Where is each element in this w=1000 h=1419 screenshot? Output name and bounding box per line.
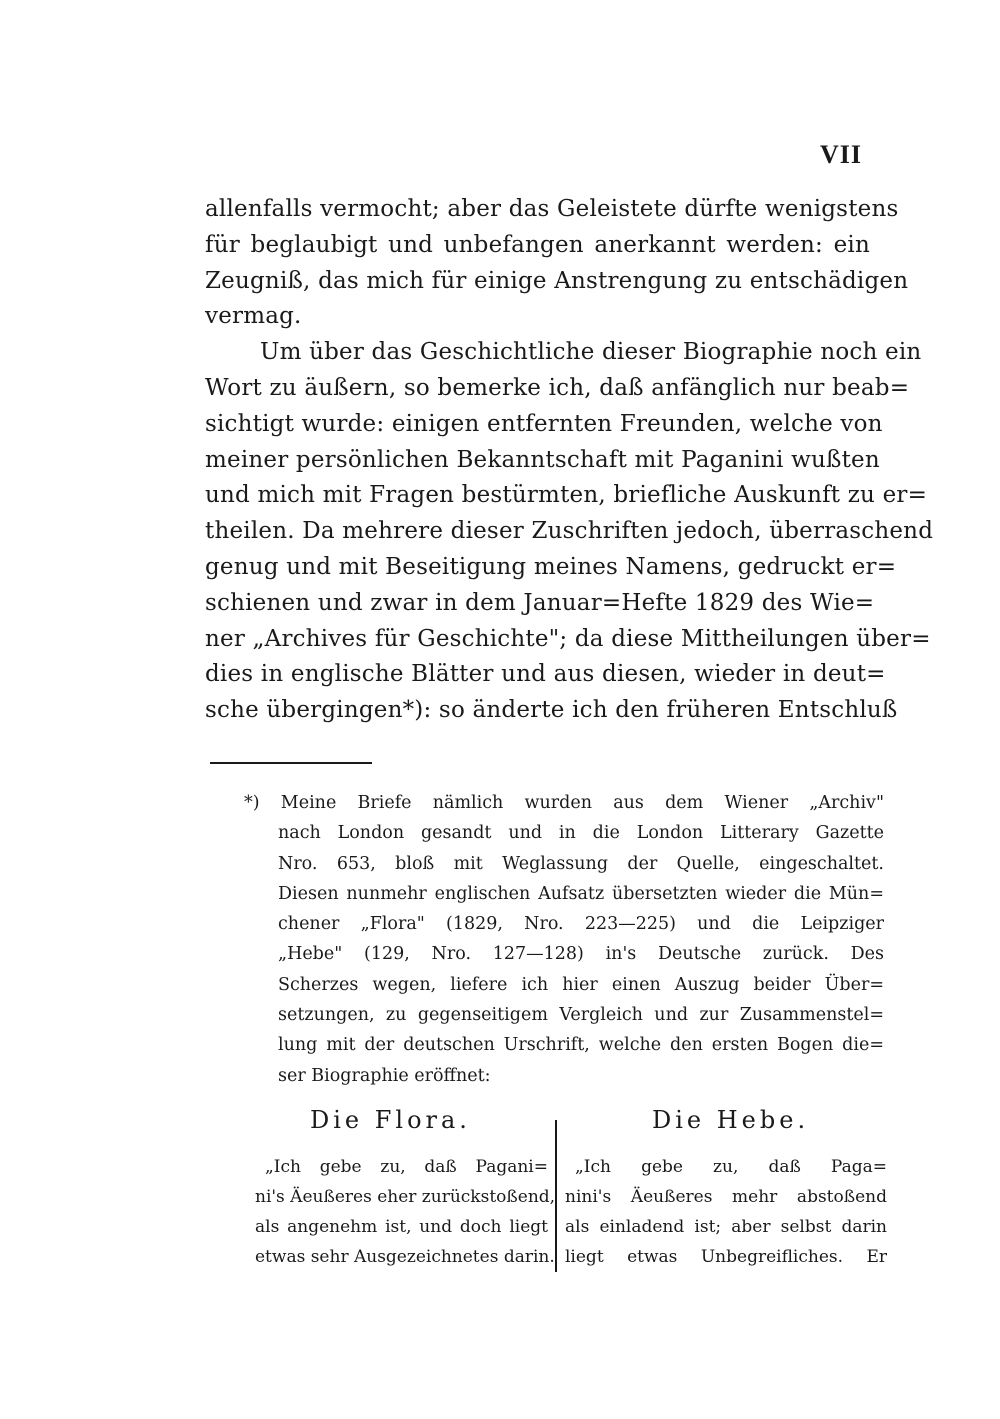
footnote	[244, 788, 884, 1091]
text-line: allenfalls vermocht; aber das Geleistete dürfte wenigstens	[205, 196, 899, 222]
column-line: etwas sehr Ausgezeichnetes darin.	[255, 1247, 555, 1267]
text-line: dies in englische Blätter und aus diesen, wieder in deut=	[205, 661, 886, 688]
text-line: Zeugniß, das mich für einige Anstrengung zu entschädigen	[205, 267, 909, 294]
footnote-line: Diesen nunmehr englischen Aufsatz übersetzten wieder die Mün=	[278, 883, 884, 904]
text-line: Wort zu äußern, so bemerke ich, daß anfänglich nur beab=	[205, 374, 910, 401]
footnote-line: ser Biographie eröffnet:	[278, 1065, 491, 1086]
main-text	[205, 192, 934, 729]
text-line: meiner persönlichen Bekanntschaft mit Paganini wußten	[205, 446, 880, 473]
footnote-line: Scherzes wegen, liefere ich hier einen Auszug beider Über=	[278, 974, 884, 995]
page-number: VII	[820, 140, 863, 169]
column-line: als einladend ist; aber selbst darin	[565, 1217, 887, 1237]
column-line: als angenehm ist, und doch liegt	[255, 1217, 548, 1237]
column-line: liegt etwas Unbegreifliches. Er	[565, 1247, 887, 1267]
column-heading-hebe: Die Hebe.	[652, 1106, 810, 1134]
column-line: „Ich gebe zu, daß Pagani=	[265, 1157, 548, 1177]
text-line: genug und mit Beseitigung meines Namens, gedruckt er=	[205, 553, 897, 580]
text-line: für beglaubigt und unbefangen anerkannt werden: ein	[205, 231, 870, 258]
footnote-line: „Hebe" (129, Nro. 127—128) in's Deutsche zurück. Des	[278, 944, 884, 965]
column-line: ni's Äeußeres eher zurückstoßend,	[255, 1187, 556, 1207]
text-line: und mich mit Fragen bestürmten, briefliche Auskunft zu er=	[205, 482, 928, 509]
column-heading-flora: Die Flora.	[310, 1106, 471, 1134]
footnote-line: lung mit der deutschen Urschrift, welche den ersten Bogen die=	[278, 1035, 884, 1056]
text-line: schienen und zwar in dem Januar=Hefte 1829 des Wie=	[205, 589, 875, 616]
text-line: ner „Archives für Geschichte"; da diese Mittheilungen über=	[205, 625, 931, 652]
text-line: Um über das Geschichtliche dieser Biographie noch ein	[260, 339, 922, 366]
text-line: theilen. Da mehrere dieser Zuschriften jedoch, überraschend	[205, 518, 934, 545]
footnote-line: chener „Flora" (1829, Nro. 223—225) und die Leipziger	[278, 914, 884, 935]
text-line: sche übergingen*): so änderte ich den früheren Entschluß	[205, 697, 898, 724]
footnote-line: *) Meine Briefe nämlich wurden aus dem Wiener „Archiv"	[244, 793, 884, 813]
column-hebe	[565, 1100, 887, 1272]
footnote-divider	[210, 762, 372, 764]
column-divider	[555, 1120, 557, 1272]
text-line: vermag.	[205, 303, 302, 330]
footnote-line: setzungen, zu gegenseitigem Vergleich und zur Zusammenstel=	[278, 1005, 884, 1026]
column-line: nini's Äeußeres mehr abstoßend	[565, 1187, 887, 1207]
column-line: „Ich gebe zu, daß Paga=	[575, 1157, 887, 1177]
footnote-line: nach London gesandt und in die London Litterary Gazette	[278, 823, 884, 844]
text-line: sichtigt wurde: einigen entfernten Freunden, welche von	[205, 410, 883, 437]
column-flora	[255, 1100, 556, 1272]
footnote-line: Nro. 653, bloß mit Weglassung der Quelle, eingeschaltet.	[278, 853, 884, 874]
